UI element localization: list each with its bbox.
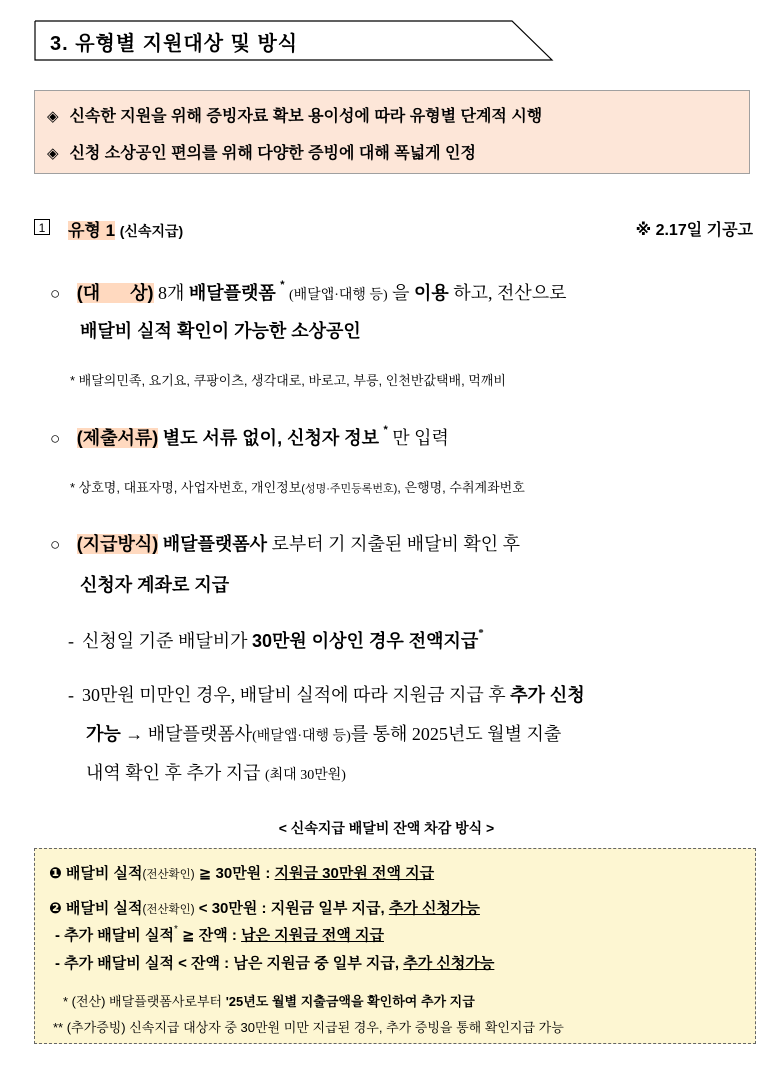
docs-text-2: 만 입력 (392, 428, 449, 448)
notice-text: ※ 2.17일 기공고 (635, 222, 753, 239)
summary-text-1: 신속한 지원을 위해 증빙자료 확보 용이성에 따라 유형별 단계적 시행 (69, 108, 543, 125)
number-1-icon: ❶ (49, 865, 62, 882)
payment-dash-2-detail: (배달앱·대행 등) (252, 729, 351, 744)
docs-tag: (제출서류) (76, 428, 159, 448)
circle-bullet-icon: ○ (50, 535, 61, 554)
type-title: 유형 1 (68, 221, 116, 240)
dash-marker: - (68, 685, 74, 705)
section-title-tab (34, 18, 554, 62)
method-note-1 (63, 991, 475, 1010)
type-number-box: 1 (34, 219, 50, 235)
diamond-icon: ◈ (47, 108, 59, 125)
method-row-3 (55, 924, 384, 945)
number-2-icon: ❷ (49, 900, 62, 917)
payment-dash-2-text-3: 내역 확인 후 추가 지급 (86, 763, 265, 783)
docs-note-c: , 은행명, 수취계좌번호 (397, 480, 525, 495)
target-use: 이용 (413, 283, 449, 303)
payment-dash-2-line-3 (86, 759, 346, 785)
method-row-2-d: 추가 신청가능 (388, 900, 480, 917)
method-row-2-c: < 30만원 : 지원금 일부 지급, (194, 900, 389, 917)
type-subtitle: (신속지급) (119, 223, 184, 239)
method-note-1-a: * (전산) 배달플랫폼사로부터 (63, 994, 226, 1009)
footnote-star: * (280, 279, 285, 291)
target-line-2: 배달비 실적 확인이 가능한 소상공인 (80, 321, 361, 341)
method-row-1-c: ≧ 30만원 : (194, 865, 275, 882)
dash-marker: - (68, 631, 74, 651)
payment-dash-2-line-2 (86, 720, 561, 746)
summary-text-2: 신청 소상공인 편의를 위해 다양한 증빙에 대해 폭넓게 인정 (69, 145, 476, 162)
method-row-1-a: 배달비 실적 (61, 865, 143, 882)
method-row-3-a: - 추가 배달비 실적 (55, 927, 174, 944)
section-title: 3. 유형별 지원대상 및 방식 (50, 33, 299, 55)
summary-box (34, 90, 750, 174)
payment-dash-2-text-2: 를 통해 2025년도 월별 지출 (350, 724, 562, 744)
payment-line-2: 신청자 계좌로 지급 (80, 575, 230, 595)
method-row-2-b: (전산확인) (142, 904, 195, 916)
method-row-4-b: 추가 신청가능 (403, 955, 495, 972)
target-tag: (대 상) (76, 283, 154, 303)
payment-dash-2-bold: 추가 신청 (510, 685, 585, 705)
method-row-3-c: 남은 지원금 전액 지급 (241, 927, 384, 944)
arrow-right-icon: → (120, 724, 148, 744)
method-row-1-b: (전산확인) (142, 869, 195, 881)
payment-dash-2-max: (최대 30만원) (265, 768, 346, 783)
payment-dash-1-bold: 30만원 이상인 경우 전액지급 (252, 631, 479, 651)
summary-line-1 (47, 103, 542, 126)
target-platform: 배달플랫폼 (188, 283, 276, 303)
footnote-star: * (173, 924, 178, 935)
payment-dash-2-bold-2: 가능 (86, 724, 121, 744)
method-row-4-a: - 추가 배달비 실적 < 잔액 : 남은 지원금 중 일부 지급, (55, 955, 404, 972)
method-row-2-a: 배달비 실적 (61, 900, 143, 917)
target-line-1 (50, 279, 567, 305)
circle-bullet-icon: ○ (50, 284, 61, 303)
summary-line-2 (47, 140, 476, 163)
payment-dash-1-text: 신청일 기준 배달비가 (82, 631, 252, 651)
footnote-star: * (383, 424, 388, 436)
diamond-icon: ◈ (47, 145, 59, 162)
target-note: * 배달의민족, 요기요, 쿠팡이츠, 생각대로, 바로고, 부릉, 인천반값택배, 먹깨비 (70, 373, 506, 388)
payment-tag: (지급방식) (76, 534, 159, 554)
method-row-1 (49, 862, 434, 883)
payment-dash-1 (68, 627, 484, 653)
payment-line-1 (50, 530, 520, 556)
method-box (34, 848, 756, 1044)
target-platform-detail: (배달앱·대행 등) (289, 288, 388, 303)
method-note-2: ** (추가증빙) 신속지급 대상자 중 30만원 미만 지급된 경우, 추가 증빙을 통해 확인지급 가능 (53, 1020, 564, 1035)
target-text: 하고, 전산으로 (453, 283, 567, 303)
payment-text: 배달플랫폼사 (162, 534, 268, 554)
payment-text-2: 로부터 기 지출된 배달비 확인 후 (271, 534, 521, 554)
footnote-star: * (478, 627, 484, 639)
docs-note-a: * 상호명, 대표자명, 사업자번호, 개인정보 (70, 480, 302, 495)
target-text: 8개 (157, 283, 189, 303)
circle-bullet-icon: ○ (50, 429, 61, 448)
type-heading (68, 216, 183, 241)
docs-note (70, 477, 525, 496)
docs-note-b: (성명·주민등록번호) (301, 483, 398, 495)
payment-dash-2-text: 30만원 미만인 경우, 배달비 실적에 따라 지원금 지급 후 (82, 685, 511, 705)
method-row-1-d: 지원금 30만원 전액 지급 (274, 865, 435, 882)
method-caption: < 신속지급 배달비 잔액 차감 방식 > (278, 820, 495, 836)
method-note-1-b: '25년도 월별 지출금액을 확인하여 추가 지급 (225, 994, 475, 1009)
payment-dash-2-line-1 (68, 681, 585, 707)
method-row-4 (55, 952, 494, 973)
method-row-2 (49, 897, 480, 918)
docs-text: 별도 서류 없이, 신청자 정보 (162, 428, 380, 448)
docs-line (50, 424, 449, 450)
payment-dash-2-platform: 배달플랫폼사 (147, 724, 253, 744)
method-row-3-b: ≧ 잔액 : (177, 927, 242, 944)
target-text: 을 (392, 283, 414, 303)
